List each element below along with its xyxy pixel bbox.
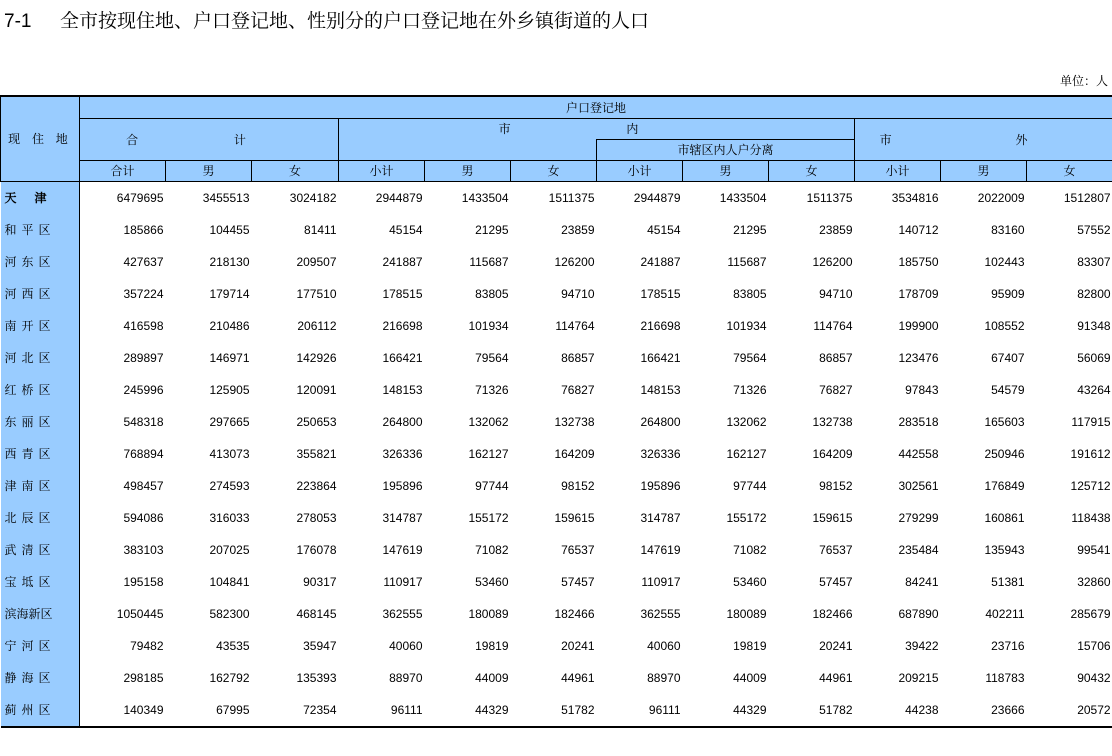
- table-cell: 468145: [296, 606, 337, 621]
- table-cell: 207025: [209, 542, 250, 557]
- table-cell: 264800: [640, 414, 681, 429]
- table-cell: 90317: [303, 574, 337, 589]
- table-cell: 102443: [984, 254, 1025, 269]
- table-row: [1, 470, 1112, 502]
- table-cell: 71326: [475, 382, 509, 397]
- table-cell: 283518: [898, 414, 939, 429]
- table-cell: 83805: [475, 286, 509, 301]
- table-cell: 94710: [819, 286, 853, 301]
- table-cell: 114764: [813, 318, 853, 333]
- table-cell: 19819: [733, 638, 767, 653]
- row-location: 静海区: [1, 662, 80, 694]
- table-cell: 148153: [382, 382, 423, 397]
- row-location: 红桥区: [1, 374, 80, 406]
- table-cell: 82800: [1077, 286, 1111, 301]
- table-cell: 45154: [389, 222, 423, 237]
- table-cell: 264800: [382, 414, 423, 429]
- table-cell: 39422: [905, 638, 939, 653]
- table-cell: 115687: [469, 254, 509, 269]
- table-cell: 180089: [468, 606, 509, 621]
- header-col-female: 女: [1027, 160, 1112, 181]
- header-col-female: 女: [252, 160, 339, 181]
- row-location: 滨海新区: [1, 598, 80, 630]
- table-cell: 241887: [640, 254, 681, 269]
- table-cell: 2944879: [375, 190, 423, 205]
- table-cell: 23859: [561, 222, 595, 237]
- table-cell: 178709: [898, 286, 939, 301]
- table-cell: 182466: [554, 606, 595, 621]
- table-cell: 135393: [296, 670, 337, 685]
- table-cell: 51782: [511, 694, 597, 727]
- table-cell: 67995: [166, 694, 252, 727]
- row-location: 天津: [1, 181, 80, 214]
- header-col-male: 男: [425, 160, 511, 181]
- population-table: [0, 95, 1112, 728]
- table-cell: 44238: [855, 694, 941, 727]
- table-cell: 40060: [389, 638, 423, 653]
- table-cell: 1433504: [719, 190, 767, 205]
- table-cell: 274593: [209, 478, 250, 493]
- table-cell: 21295: [733, 222, 767, 237]
- table-cell: 23666: [941, 694, 1027, 727]
- header-outside-group: 市 外: [855, 118, 1112, 160]
- table-cell: 125905: [209, 382, 250, 397]
- table-cell: 57552: [1077, 222, 1111, 237]
- table-cell: 314787: [382, 510, 423, 525]
- row-location: 河东区: [1, 246, 80, 278]
- table-cell: 81411: [304, 222, 337, 237]
- table-body: [1, 181, 1112, 727]
- table-cell: 302561: [898, 478, 939, 493]
- table-cell: 162792: [209, 670, 250, 685]
- table-cell: 72354: [252, 694, 339, 727]
- table-cell: 155172: [468, 510, 509, 525]
- table-cell: 6479695: [116, 190, 164, 205]
- table-cell: 687890: [898, 606, 939, 621]
- table-cell: 1511375: [806, 190, 853, 205]
- table-cell: 98152: [561, 478, 595, 493]
- header-in-city-group: 市 内: [339, 118, 855, 139]
- header-registration: 户口登记地: [80, 96, 1112, 118]
- row-location: 北辰区: [1, 502, 80, 534]
- table-cell: 76827: [561, 382, 595, 397]
- table-cell: 185750: [898, 254, 939, 269]
- table-cell: 53460: [475, 574, 509, 589]
- table-cell: 3534816: [891, 190, 939, 205]
- table-cell: 250946: [984, 446, 1025, 461]
- table-cell: 44329: [425, 694, 511, 727]
- table-cell: 135943: [984, 542, 1025, 557]
- table-cell: 159615: [554, 510, 595, 525]
- table-cell: 96111: [597, 694, 683, 727]
- table-cell: 120091: [296, 382, 337, 397]
- table-cell: 35947: [303, 638, 337, 653]
- table-cell: 84241: [905, 574, 939, 589]
- table-cell: 15706: [1077, 638, 1111, 653]
- table-cell: 160861: [984, 510, 1025, 525]
- table-cell: 216698: [640, 318, 681, 333]
- table-cell: 43264: [1077, 382, 1111, 397]
- row-location: 河北区: [1, 342, 80, 374]
- table-cell: 97843: [905, 382, 939, 397]
- table-cell: 83160: [991, 222, 1025, 237]
- table-cell: 104455: [209, 222, 250, 237]
- table-cell: 162127: [468, 446, 509, 461]
- table-cell: 23859: [819, 222, 853, 237]
- table-row: [1, 694, 1112, 727]
- table-cell: 86857: [561, 350, 595, 365]
- row-location: 西青区: [1, 438, 80, 470]
- table-cell: 76827: [819, 382, 853, 397]
- table-cell: 20241: [819, 638, 853, 653]
- table-cell: 53460: [733, 574, 767, 589]
- row-location: 蓟州区: [1, 694, 80, 727]
- table-cell: 498457: [123, 478, 164, 493]
- table-cell: 209215: [898, 670, 939, 685]
- table-cell: 206112: [297, 318, 337, 333]
- table-cell: 21295: [475, 222, 509, 237]
- table-cell: 76537: [561, 542, 595, 557]
- table-row: [1, 278, 1112, 310]
- table-cell: 191612: [1070, 446, 1111, 461]
- table-cell: 51782: [769, 694, 855, 727]
- table-cell: 182466: [812, 606, 853, 621]
- table-cell: 176849: [984, 478, 1025, 493]
- table-cell: 279299: [898, 510, 939, 525]
- table-cell: 32860: [1077, 574, 1111, 589]
- table-cell: 223864: [296, 478, 337, 493]
- table-cell: 71082: [733, 542, 767, 557]
- table-cell: 413073: [209, 446, 250, 461]
- table-cell: 166421: [640, 350, 681, 365]
- table-cell: 357224: [123, 286, 164, 301]
- table-cell: 44961: [561, 670, 595, 685]
- table-cell: 316033: [209, 510, 250, 525]
- table-cell: 44009: [733, 670, 767, 685]
- table-cell: 97744: [475, 478, 509, 493]
- table-cell: 67407: [991, 350, 1025, 365]
- table-cell: 159615: [812, 510, 853, 525]
- table-cell: 20241: [561, 638, 595, 653]
- table-cell: 96111: [339, 694, 425, 727]
- table-cell: 98152: [819, 478, 853, 493]
- table-row: [1, 374, 1112, 406]
- table-cell: 94710: [561, 286, 595, 301]
- table-cell: 44009: [475, 670, 509, 685]
- table-row: [1, 246, 1112, 278]
- table-cell: 140712: [898, 222, 939, 237]
- table-cell: 44329: [683, 694, 769, 727]
- table-cell: 1512807: [1063, 190, 1111, 205]
- table-row: [1, 310, 1112, 342]
- table-cell: 54579: [991, 382, 1025, 397]
- table-title: 全市按现住地、户口登记地、性别分的户口登记地在外乡镇街道的人口: [60, 10, 650, 32]
- table-cell: 297665: [209, 414, 250, 429]
- table-cell: 132738: [554, 414, 595, 429]
- table-row: [1, 566, 1112, 598]
- table-cell: 125712: [1070, 478, 1111, 493]
- unit-label: 单位：人: [1059, 74, 1108, 88]
- table-cell: 110917: [641, 574, 681, 589]
- header-col-subtotal: 小计: [339, 160, 425, 181]
- table-cell: 179714: [209, 286, 250, 301]
- table-row: [1, 502, 1112, 534]
- table-cell: 104841: [209, 574, 250, 589]
- table-cell: 362555: [640, 606, 681, 621]
- table-cell: 326336: [382, 446, 423, 461]
- table-cell: 298185: [123, 670, 164, 685]
- table-cell: 164209: [554, 446, 595, 461]
- header-col-male: 男: [166, 160, 252, 181]
- row-location: 宝坻区: [1, 566, 80, 598]
- header-col-male: 男: [941, 160, 1027, 181]
- row-location: 津南区: [1, 470, 80, 502]
- table-cell: 83805: [733, 286, 767, 301]
- table-cell: 88970: [647, 670, 681, 685]
- header-col-female: 女: [511, 160, 597, 181]
- table-cell: 162127: [726, 446, 767, 461]
- table-cell: 218130: [209, 254, 250, 269]
- table-cell: 427637: [123, 254, 164, 269]
- table-row: [1, 438, 1112, 470]
- table-cell: 99541: [1077, 542, 1111, 557]
- table-row: [1, 181, 1112, 214]
- table-cell: 132062: [726, 414, 767, 429]
- table-cell: 216698: [382, 318, 423, 333]
- table-cell: 199900: [898, 318, 939, 333]
- table-cell: 402211: [985, 606, 1025, 621]
- row-location: 和平区: [1, 214, 80, 246]
- table-cell: 147619: [382, 542, 423, 557]
- table-cell: 43535: [216, 638, 250, 653]
- table-cell: 115687: [727, 254, 767, 269]
- table-cell: 176078: [296, 542, 337, 557]
- table-cell: 235484: [898, 542, 939, 557]
- table-cell: 177510: [296, 286, 337, 301]
- table-cell: 245996: [123, 382, 164, 397]
- table-cell: 210486: [209, 318, 250, 333]
- table-cell: 383103: [123, 542, 164, 557]
- table-row: [1, 598, 1112, 630]
- table-row: [1, 662, 1112, 694]
- table-cell: 79564: [733, 350, 767, 365]
- table-cell: 101934: [726, 318, 767, 333]
- table-cell: 326336: [640, 446, 681, 461]
- table-cell: 582300: [209, 606, 250, 621]
- table-cell: 101934: [468, 318, 509, 333]
- table-cell: 180089: [726, 606, 767, 621]
- row-location: 宁河区: [1, 630, 80, 662]
- table-row: [1, 214, 1112, 246]
- table-cell: 147619: [640, 542, 681, 557]
- table-cell: 40060: [647, 638, 681, 653]
- table-cell: 166421: [382, 350, 423, 365]
- table-cell: 442558: [898, 446, 939, 461]
- table-cell: 19819: [475, 638, 509, 653]
- table-cell: 117915: [1071, 414, 1111, 429]
- table-cell: 285679: [1070, 606, 1111, 621]
- table-cell: 241887: [382, 254, 423, 269]
- table-cell: 71326: [733, 382, 767, 397]
- table-cell: 594086: [123, 510, 164, 525]
- row-location: 武清区: [1, 534, 80, 566]
- table-cell: 83307: [1077, 254, 1111, 269]
- table-cell: 132062: [468, 414, 509, 429]
- table-cell: 185866: [123, 222, 164, 237]
- row-location: 河西区: [1, 278, 80, 310]
- table-cell: 142926: [296, 350, 337, 365]
- header-col-subtotal: 小计: [597, 160, 683, 181]
- table-cell: 132738: [812, 414, 853, 429]
- table-cell: 108552: [984, 318, 1025, 333]
- table-cell: 76537: [819, 542, 853, 557]
- table-row: [1, 630, 1112, 662]
- header-col-male: 男: [683, 160, 769, 181]
- table-cell: 71082: [475, 542, 509, 557]
- table-cell: 79482: [130, 638, 164, 653]
- table-cell: 118783: [985, 670, 1025, 685]
- table-cell: 45154: [647, 222, 681, 237]
- table-cell: 2022009: [977, 190, 1025, 205]
- table-cell: 146971: [209, 350, 250, 365]
- table-cell: 1433504: [461, 190, 509, 205]
- table-cell: 195896: [382, 478, 423, 493]
- table-cell: 2944879: [633, 190, 681, 205]
- table-cell: 118438: [1071, 510, 1111, 525]
- table-row: [1, 406, 1112, 438]
- table-cell: 1050445: [116, 606, 164, 621]
- table-cell: 3024182: [289, 190, 337, 205]
- table-row: [1, 534, 1112, 566]
- table-cell: 289897: [123, 350, 164, 365]
- table-cell: 178515: [640, 286, 681, 301]
- page-title: [4, 6, 649, 33]
- header-total-group: 合 计: [80, 118, 339, 160]
- table-cell: 90432: [1077, 670, 1111, 685]
- header-col-female: 女: [769, 160, 855, 181]
- header-col-subtotal: 小计: [855, 160, 941, 181]
- table-cell: 110917: [383, 574, 423, 589]
- table-cell: 355821: [296, 446, 337, 461]
- header-location: 现 住 地: [1, 96, 80, 181]
- table-cell: 95909: [991, 286, 1025, 301]
- header-separation-group: 市辖区内人户分离: [597, 139, 855, 160]
- table-cell: 44961: [819, 670, 853, 685]
- table-cell: 86857: [819, 350, 853, 365]
- table-cell: 51381: [991, 574, 1025, 589]
- table-cell: 3455513: [202, 190, 250, 205]
- table-cell: 209507: [296, 254, 337, 269]
- row-location: 东丽区: [1, 406, 80, 438]
- table-cell: 768894: [123, 446, 164, 461]
- table-cell: 155172: [726, 510, 767, 525]
- table-cell: 250653: [296, 414, 337, 429]
- table-cell: 140349: [80, 694, 166, 727]
- table-cell: 178515: [382, 286, 423, 301]
- table-cell: 548318: [123, 414, 164, 429]
- table-cell: 362555: [382, 606, 423, 621]
- table-cell: 126200: [554, 254, 595, 269]
- table-cell: 416598: [123, 318, 164, 333]
- table-cell: 126200: [812, 254, 853, 269]
- table-cell: 97744: [733, 478, 767, 493]
- table-cell: 195896: [640, 478, 681, 493]
- table-cell: 20572: [1027, 694, 1112, 727]
- table-cell: 164209: [812, 446, 853, 461]
- table-cell: 123476: [898, 350, 939, 365]
- table-cell: 91348: [1077, 318, 1111, 333]
- header-col-total: 合计: [80, 160, 166, 181]
- table-cell: 57457: [819, 574, 853, 589]
- table-cell: 114764: [555, 318, 595, 333]
- table-cell: 88970: [389, 670, 423, 685]
- table-cell: 314787: [640, 510, 681, 525]
- table-cell: 195158: [123, 574, 164, 589]
- row-location: 南开区: [1, 310, 80, 342]
- table-cell: 1511375: [548, 190, 595, 205]
- table-cell: 57457: [561, 574, 595, 589]
- table-cell: 56069: [1077, 350, 1111, 365]
- table-cell: 148153: [640, 382, 681, 397]
- table-cell: 79564: [475, 350, 509, 365]
- table-number: 7-1: [4, 11, 32, 32]
- table-cell: 278053: [296, 510, 337, 525]
- table-cell: 165603: [984, 414, 1025, 429]
- table-cell: 23716: [991, 638, 1025, 653]
- table-row: [1, 342, 1112, 374]
